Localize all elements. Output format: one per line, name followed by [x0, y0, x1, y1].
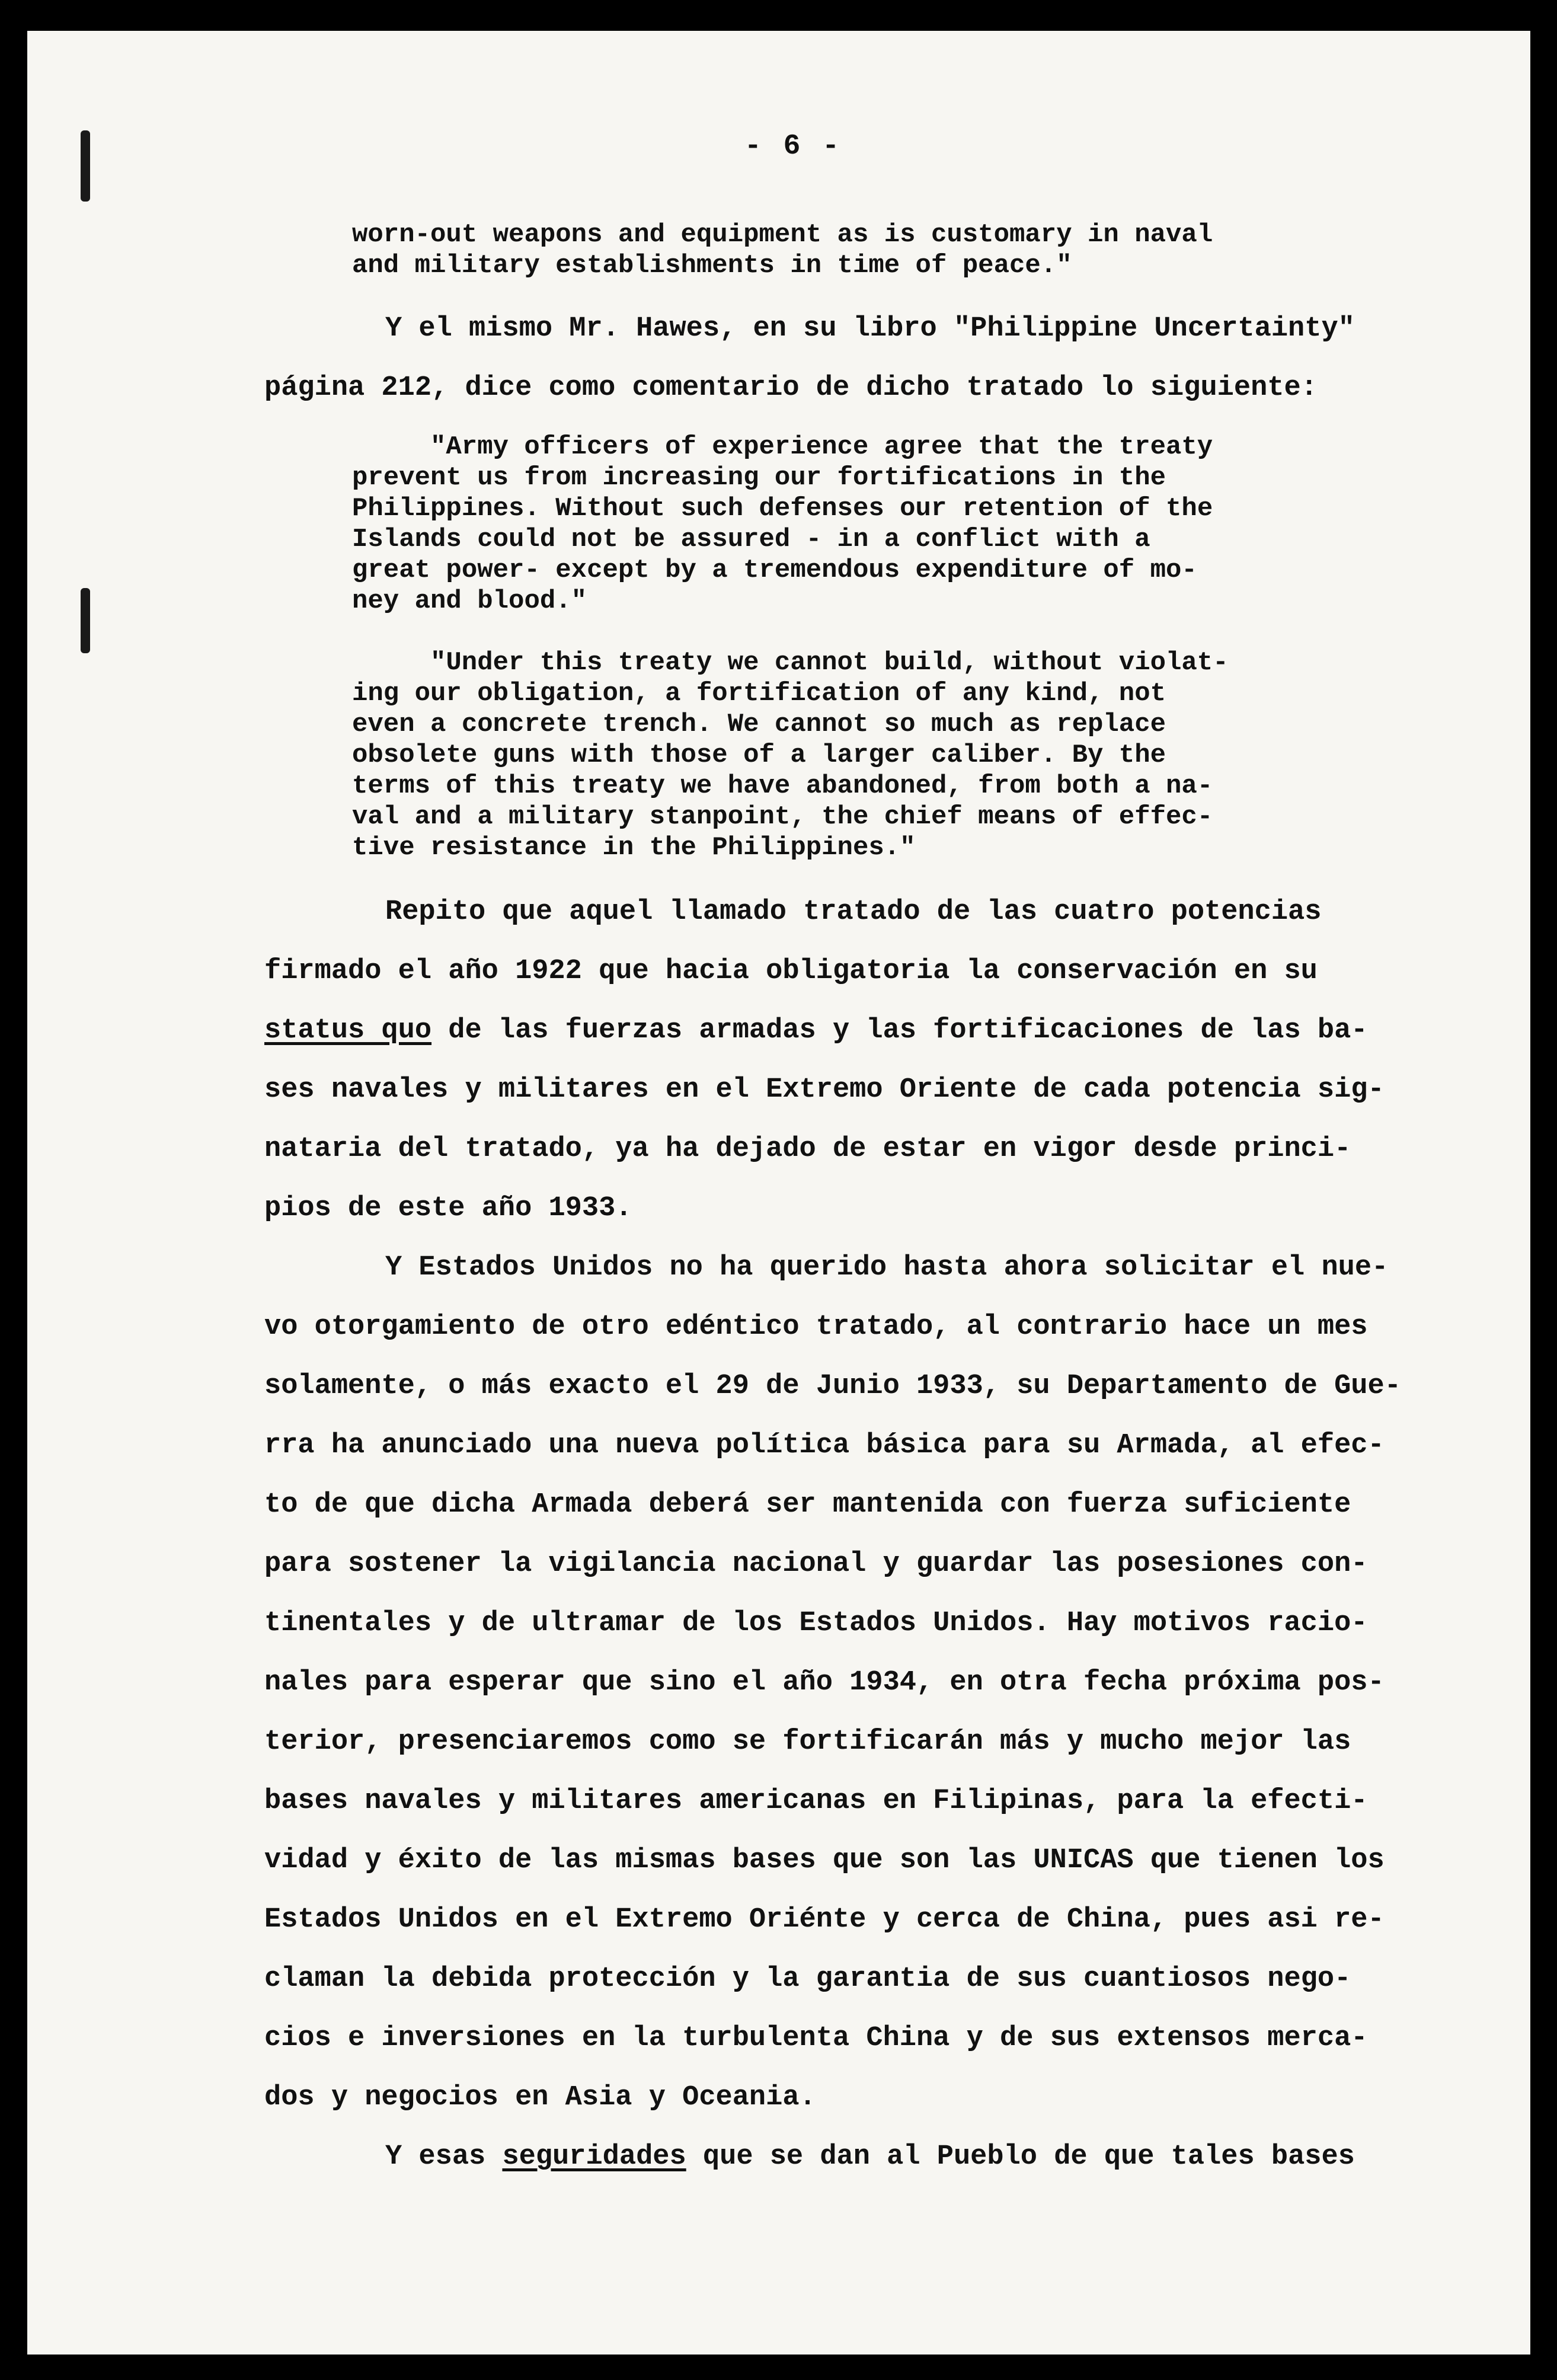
text-line: claman la debida protección y la garantia de sus cuantiosos nego- [264, 1963, 1351, 1995]
underlined-phrase: status quo [264, 1015, 432, 1046]
text-line: even a concrete trench. We cannot so much as replace [352, 710, 1166, 739]
text-line: Y Estados Unidos no ha querido hasta ahora solicitar el nue- [385, 1252, 1389, 1283]
text-line: nataria del tratado, ya ha dejado de estar en vigor desde princi- [264, 1133, 1351, 1165]
text-line: great power- except by a tremendous expenditure of mo- [352, 555, 1197, 585]
text-line: ing our obligation, a fortification of any kind, not [352, 679, 1166, 708]
text-line: firmado el año 1922 que hacia obligatoria la conservación en su [264, 956, 1318, 987]
text-line: tive resistance in the Philippines." [352, 833, 916, 862]
text-line: Y el mismo Mr. Hawes, en su libro "Philippine Uncertainty" [385, 313, 1355, 344]
punch-hole-mark [81, 130, 90, 202]
text-line: vo otorgamiento de otro edéntico tratado, al contrario hace un mes [264, 1311, 1368, 1343]
text-line: Philippines. Without such defenses our retention of the [352, 494, 1213, 523]
text-line: bases navales y militares americanas en Filipinas, para la efecti- [264, 1785, 1368, 1817]
text-line: terms of this treaty we have abandoned, from both a na- [352, 771, 1213, 801]
text-line: Repito que aquel llamado tratado de las cuatro potencias [385, 896, 1322, 928]
punch-hole-mark [81, 588, 90, 653]
text-span: que se dan al Pueblo de que tales bases [686, 2141, 1355, 2173]
text-line: ney and blood." [352, 586, 587, 616]
page-number: - 6 - [744, 130, 842, 162]
text-line: rra ha anunciado una nueva política básica para su Armada, al efec- [264, 1430, 1385, 1461]
text-line: to de que dicha Armada deberá ser mantenida con fuerza suficiente [264, 1489, 1351, 1520]
text-line: ses navales y militares en el Extremo Oriente de cada potencia sig- [264, 1074, 1385, 1106]
text-line [264, 1015, 1368, 1046]
text-line: página 212, dice como comentario de dicho tratado lo siguiente: [264, 372, 1318, 404]
text-line: worn-out weapons and equipment as is customary in naval [352, 220, 1213, 250]
text-line: dos y negocios en Asia y Oceania. [264, 2082, 816, 2113]
underlined-phrase: seguridades [502, 2141, 686, 2173]
text-line: nales para esperar que sino el año 1934, en otra fecha próxima pos- [264, 1667, 1385, 1698]
text-line: cios e inversiones en la turbulenta China y de sus extensos merca- [264, 2023, 1368, 2054]
text-line: val and a military stanpoint, the chief means of effec- [352, 802, 1213, 832]
document-page [27, 31, 1530, 2355]
text-line: obsolete guns with those of a larger caliber. By the [352, 740, 1166, 770]
text-line: solamente, o más exacto el 29 de Junio 1933, su Departamento de Gue- [264, 1371, 1401, 1402]
text-line: para sostener la vigilancia nacional y guardar las posesiones con- [264, 1548, 1368, 1580]
text-line: terior, presenciaremos como se fortificarán más y mucho mejor las [264, 1726, 1351, 1758]
text-line: prevent us from increasing our fortifications in the [352, 463, 1166, 493]
text-line [385, 2141, 1355, 2173]
text-line: tinentales y de ultramar de los Estados Unidos. Hay motivos racio- [264, 1608, 1368, 1639]
text-line: "Under this treaty we cannot build, without violat- [430, 648, 1229, 678]
text-span: Y esas [385, 2141, 503, 2173]
text-line: Estados Unidos en el Extremo Oriénte y cerca de China, pues asi re- [264, 1904, 1385, 1935]
text-span: de las fuerzas armadas y las fortificaciones de las ba- [431, 1015, 1368, 1046]
text-line: and military establishments in time of peace." [352, 251, 1072, 280]
text-line: vidad y éxito de las mismas bases que son las UNICAS que tienen los [264, 1845, 1385, 1876]
text-line: "Army officers of experience agree that the treaty [430, 432, 1213, 462]
text-line: Islands could not be assured - in a conflict with a [352, 525, 1150, 554]
text-line: pios de este año 1933. [264, 1193, 632, 1224]
